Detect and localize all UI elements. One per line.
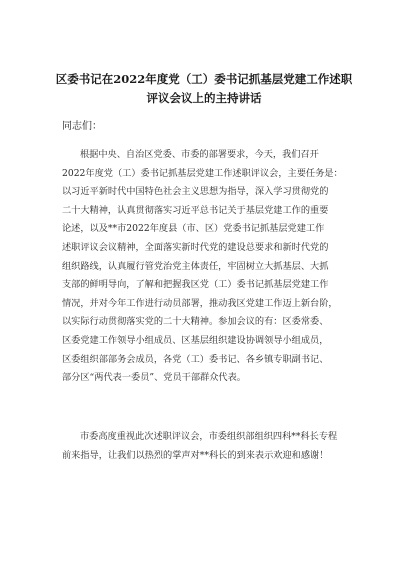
paragraph-line: 市委高度重视此次述职评议会，市委组织部组织四科**科长专程 bbox=[80, 431, 338, 442]
paragraph-line: 部分区“两代表一委员”、党员干部群众代表。 bbox=[62, 372, 246, 384]
paragraph-line: 以习近平新时代中国特色社会主义思想为指导，深入学习贯彻党的 bbox=[62, 186, 329, 198]
paragraph-line: 前来指导，让我们以热烈的掌声对**科长的到来表示欢迎和感谢！ bbox=[62, 449, 329, 461]
salutation: 同志们： bbox=[62, 121, 102, 132]
paragraph-line: 论述，以及**市2022年度县（市、区）党委书记抓基层党建工作 bbox=[62, 223, 325, 235]
paragraph-line: 述职评议会议精神，全面落实新时代党的建设总要求和新时代党的 bbox=[62, 241, 329, 253]
paragraph-line: 2022年度党（工）委书记抓基层党建工作述职评议会，主要任务是： bbox=[62, 167, 343, 179]
paragraph-2 bbox=[62, 428, 352, 465]
paragraph-line: 二十大精神，认真贯彻落实习近平总书记关于基层党建工作的重要 bbox=[62, 204, 329, 216]
paragraph-1 bbox=[62, 146, 352, 388]
paragraph-line: 根据中央、自治区党委、市委的部署要求，今天，我们召开 bbox=[80, 149, 319, 160]
paragraph-line: 以实际行动贯彻落实党的二十大精神。参加会议的有：区委常委、 bbox=[62, 316, 329, 328]
paragraph-line: 情况，并对今年工作进行动员部署，推动我区党建工作迈上新台阶， bbox=[62, 297, 338, 309]
paragraph-line: 区委党建工作领导小组成员、区基层组织建设协调领导小组成员， bbox=[62, 334, 329, 346]
title-line-1: 区委书记在2022年度党（工）委书记抓基层党建工作述职 bbox=[55, 72, 353, 86]
paragraph-line: 区委组织部部务会成员，各党（工）委书记、各乡镇专职副书记、 bbox=[62, 353, 329, 365]
paragraph-line: 支部的鲜明导向，了解和把握我区党（工）委书记抓基层党建工作 bbox=[62, 279, 329, 291]
paragraph-line: 组织路线，认真履行管党治党主体责任，牢固树立大抓基层、大抓 bbox=[62, 260, 329, 272]
title-line-2: 评议会议上的主持讲话 bbox=[146, 91, 262, 105]
document-title bbox=[40, 70, 368, 108]
